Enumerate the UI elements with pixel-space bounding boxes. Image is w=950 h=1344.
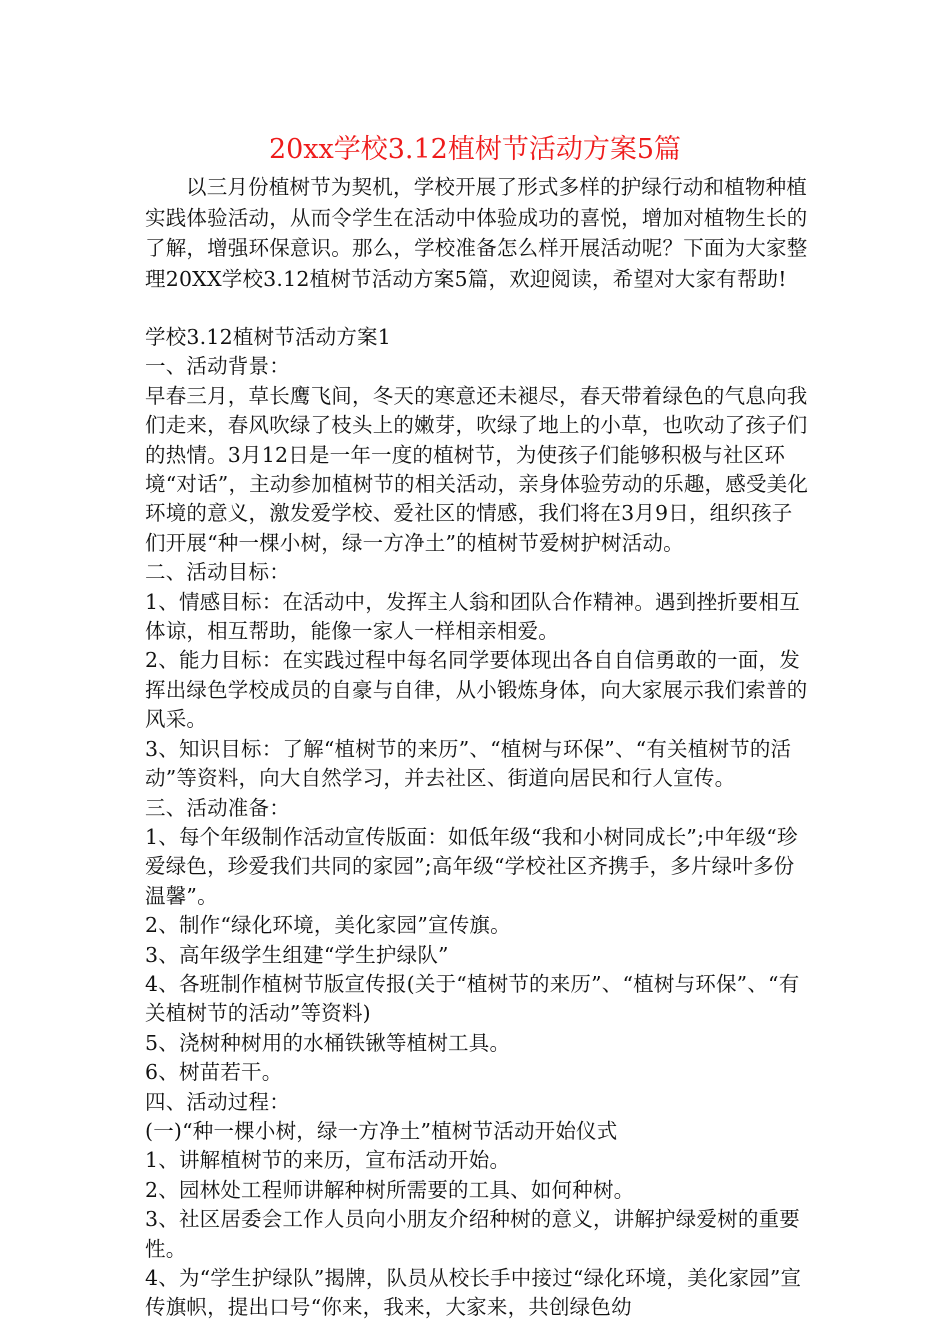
prep-item-5: 5、浇树种树用的水桶铁锹等植树工具。 [145, 1030, 511, 1055]
goal-item-emotion: 1、情感目标：在活动中，发挥主人翁和团队合作精神。遇到挫折要相互体谅，相互帮助，能像一家人一样相亲相爱。 [145, 589, 800, 644]
prep-item-2: 2、制作“绿化环境，美化家园”宣传旗。 [145, 913, 511, 938]
goal-item-ability: 2、能力目标：在实践过程中每名同学要体现出各自自信勇敢的一面，发挥出绿色学校成员的自豪与自律，从小锻炼身体，向大家展示我们索普的风采。 [145, 648, 808, 732]
heading-preparation: 三、活动准备： [145, 795, 290, 820]
heading-background: 一、活动背景： [145, 354, 290, 379]
document-body [145, 323, 810, 1323]
process-item-3: 3、社区居委会工作人员向小朋友介绍种树的意义，讲解护绿爱树的重要性。 [145, 1207, 800, 1261]
heading-process: 四、活动过程： [145, 1089, 290, 1114]
section-heading-plan-1: 学校3.12植树节活动方案1 [145, 325, 391, 349]
intro-paragraph: 以三月份植树节为契机，学校开展了形式多样的护绿行动和植物种植实践体验活动，从而令学生在活动中体验成功的喜悦，增加对植物生长的了解，增强环保意识。那么，学校准备怎么样开展活动呢？下面为大家整理20XX学校3.12植树节活动方案5篇，欢迎阅读，希望对大家有帮助! [145, 175, 808, 291]
heading-goals: 二、活动目标： [145, 560, 290, 585]
paragraph-background: 早春三月，草长鹰飞间，冬天的寒意还未褪尽，春天带着绿色的气息向我们走来，春风吹绿了枝头上的嫩芽，吹绿了地上的小草，也吹动了孩子们的热情。3月12日是一年一度的植树节，为使孩子们能够积极与社区环境“对话”，主动参加植树节的相关活动，亲身体验劳动的乐趣，感受美化环境的意义，激发爱学校、爱社区的情感，我们将在3月9日，组织孩子们开展“种一棵小树，绿一方净土”的植树节爱树护树活动。 [145, 383, 809, 555]
prep-item-6: 6、树苗若干。 [145, 1060, 283, 1085]
process-item-1: 1、讲解植树节的来历，宣布活动开始。 [145, 1148, 511, 1173]
document-title: 20xx学校3.12植树节活动方案5篇 [268, 134, 682, 165]
prep-item-1: 1、每个年级制作活动宣传版面：如低年级“我和小树同成长”;中年级“珍爱绿色，珍爱我们共同的家园”;高年级“学校社区齐携手，多片绿叶多份温馨”。 [145, 824, 798, 908]
process-item-2: 2、园林处工程师讲解种树所需要的工具、如何种树。 [145, 1177, 635, 1202]
prep-item-3: 3、高年级学生组建“学生护绿队” [145, 942, 449, 967]
goal-item-knowledge: 3、知识目标：了解“植树节的来历”、“植树与环保”、“有关植树节的活动”等资料，向大自然学习，并去社区、街道向居民和行人宣传。 [145, 736, 792, 791]
process-subheading-1: (一)“种一棵小树，绿一方净土”植树节活动开始仪式 [145, 1118, 618, 1143]
prep-item-4: 4、各班制作植树节版宣传报(关于“植树节的来历”、“植树与环保”、“有关植树节的活动”等资料) [145, 971, 800, 1026]
process-item-4: 4、为“学生护绿队”揭牌，队员从校长手中接过“绿化环境，美化家园”宣传旗帜，提出口号“你来，我来，大家来，共创绿色幼 [145, 1266, 802, 1320]
